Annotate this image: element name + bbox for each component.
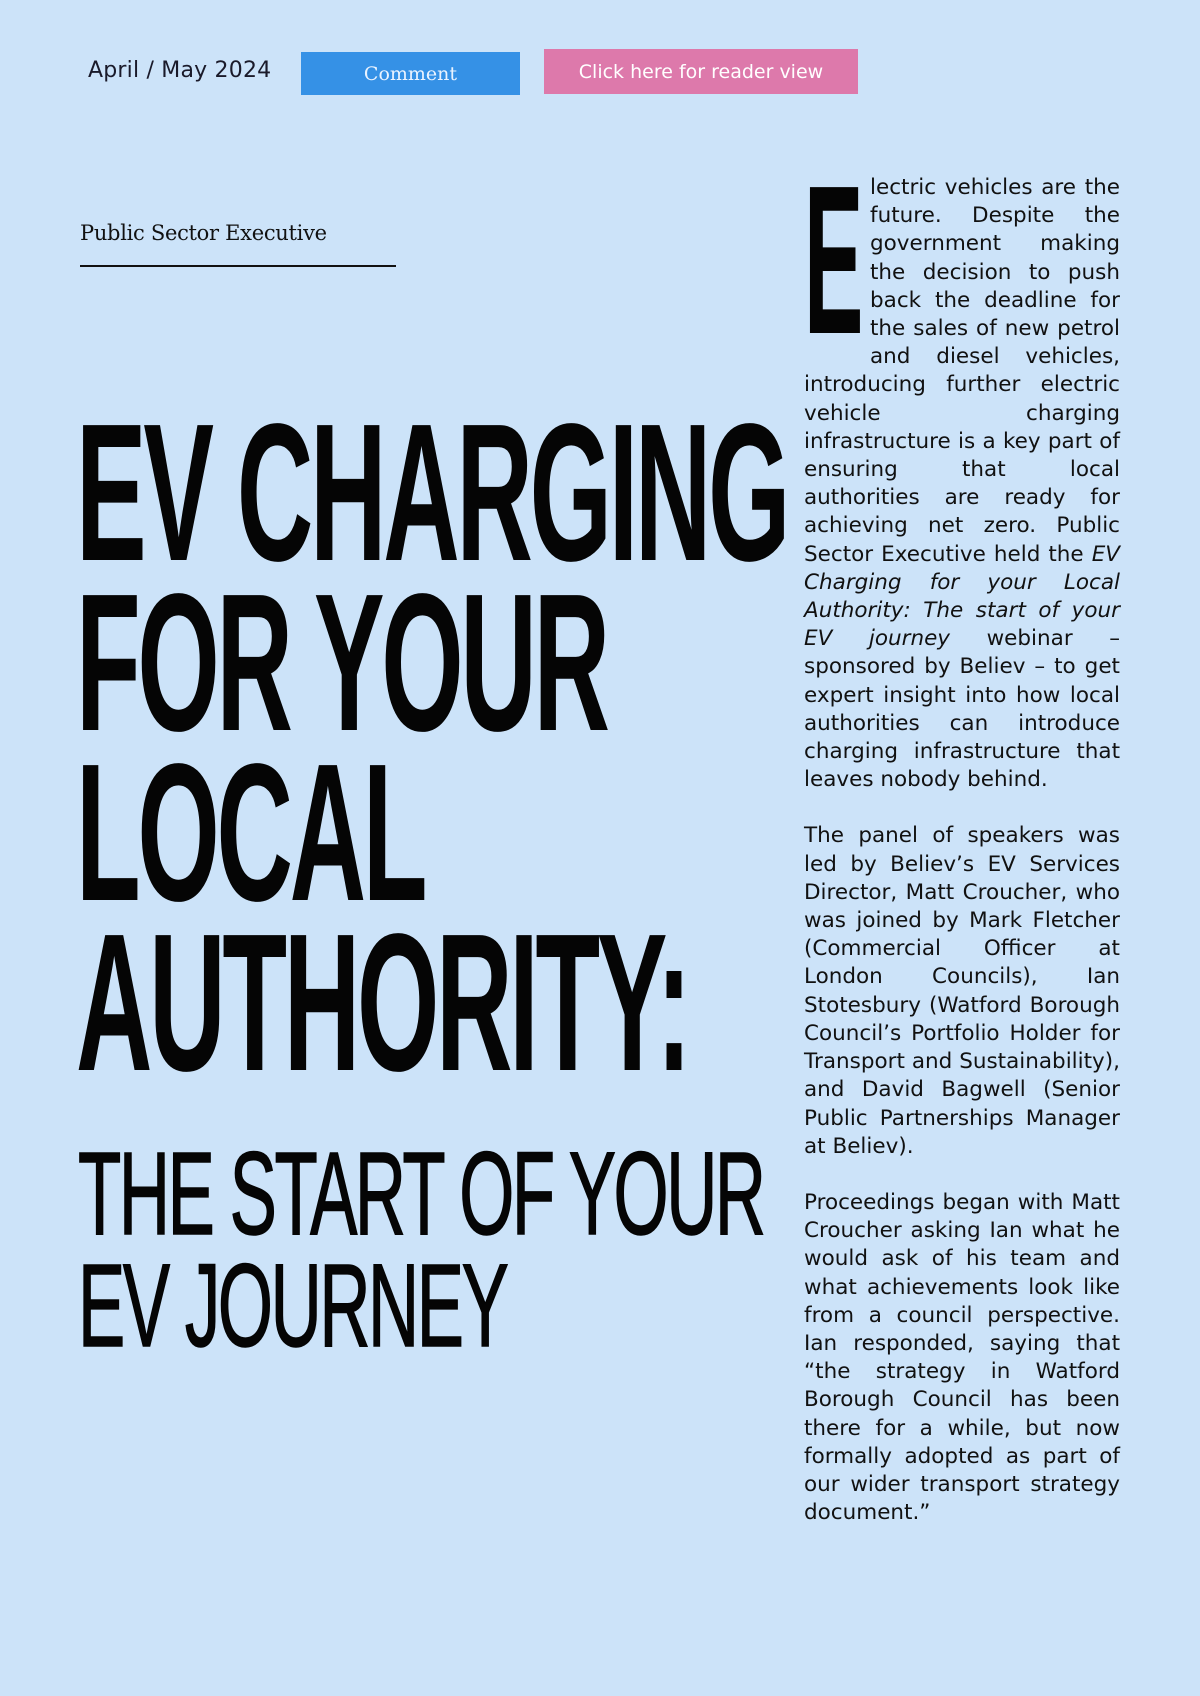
headline-line: FOR YOUR <box>76 553 607 772</box>
subheadline-line: THE START OF YOUR <box>78 1128 764 1260</box>
subheadline <box>78 1128 764 1372</box>
masthead: Public Sector Executive <box>80 221 327 245</box>
article-paragraph: The panel of speakers was led by Believ’s EV Services Director, Matt Croucher, who was joined by Mark Fletcher (Commercial Officer at London Councils), Ian Stotesbury (Watford Borough Council’s Portfolio Holder for Transport and Sustainability), and David Bagwell (Senior Public Partnerships Manager at Believ). <box>804 823 1120 1159</box>
subheadline-line: EV JOURNEY <box>78 1240 507 1372</box>
reader-view-button[interactable]: Click here for reader view <box>544 49 858 94</box>
headline-line: LOCAL <box>76 723 425 942</box>
issue-date: April / May 2024 <box>88 58 272 83</box>
comment-button[interactable]: Comment <box>301 52 520 95</box>
article-paragraph: Proceedings began with Matt Croucher asking Ian what he would ask of his team and what achievements look like from a council perspective. Ian responded, saying that “the strategy in Watford Borough Council has been there for a while, but now formally adopted as part of our wider transport strategy document.” <box>804 1189 1120 1526</box>
masthead-divider <box>80 265 396 267</box>
article-paragraph <box>804 141 1120 794</box>
headline-line: AUTHORITY: <box>76 893 689 1112</box>
drop-cap-box <box>804 141 864 378</box>
headline <box>76 383 788 1112</box>
article-text: lectric vehicles are the future. Despite the government making the decision to push back the deadline for the sales of new petrol and diesel vehicles, introducing further electric vehicle charging infrastructure is a key part of ensuring that local authorities are ready for achieving net zero. Public Sector Executive held the <box>804 175 1120 567</box>
article-text: webinar – sponsored by Believ – to get expert insight into how local authorities can introduce charging infrastructure that leaves nobody behind. <box>804 626 1120 793</box>
drop-cap: E <box>804 141 864 378</box>
webinar-title: EV Charging for your Local Authority: The start of your EV journey <box>804 541 1120 652</box>
article-body <box>804 141 1120 1555</box>
headline-line: EV CHARGING <box>76 383 788 602</box>
